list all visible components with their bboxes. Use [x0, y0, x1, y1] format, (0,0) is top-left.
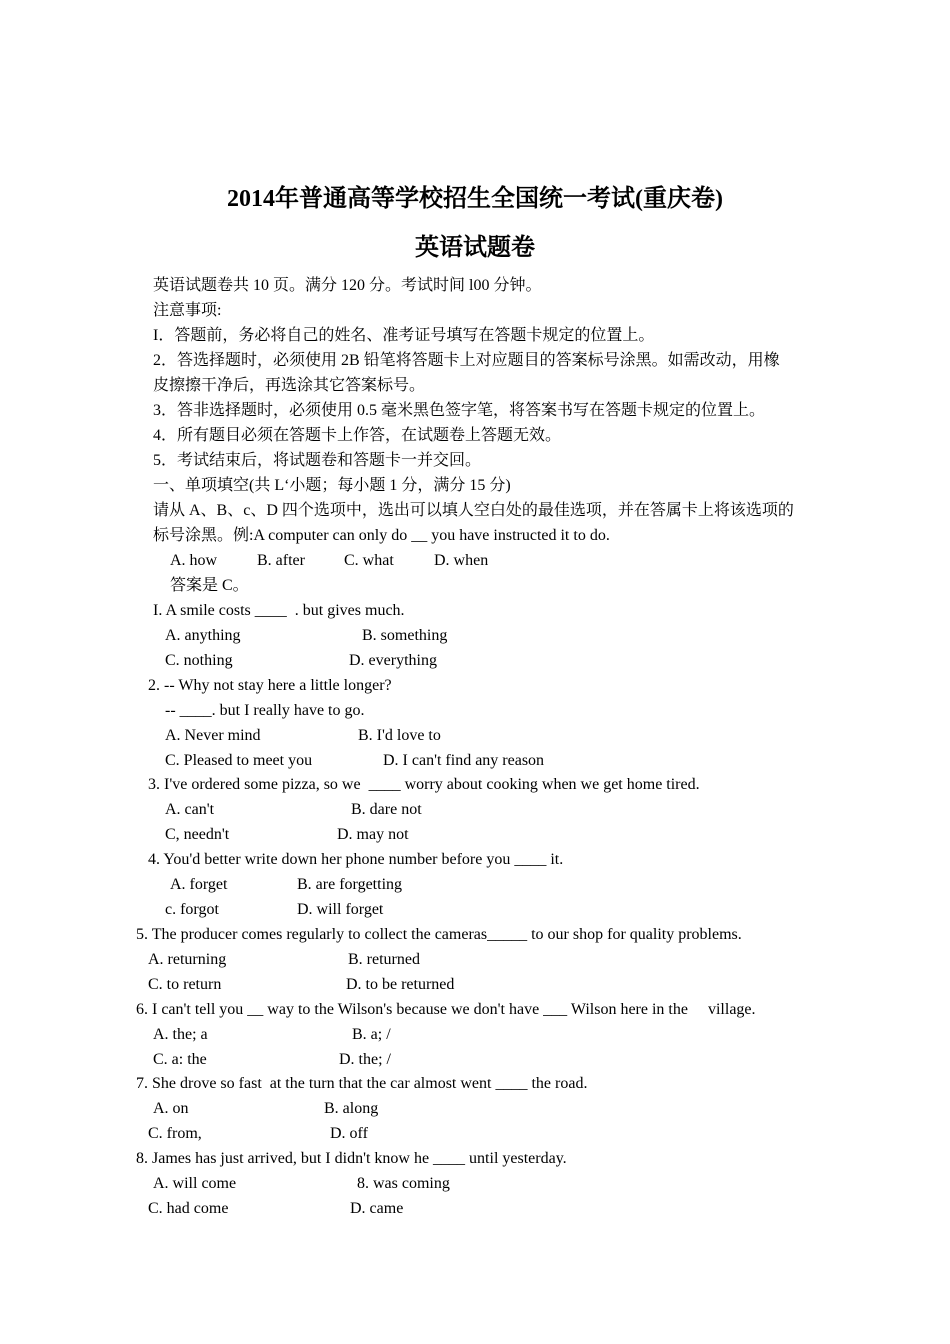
- intro-line-rule-2: 2．答选择题时，必须使用 2B 铅笔将答题卡上对应题目的答案标号涂黑。如需改动，用橡: [153, 352, 780, 369]
- question-stem: -- ____. but I really have to go.: [165, 702, 365, 719]
- question-option: B. dare not: [351, 801, 422, 818]
- question-stem: 8. James has just arrived, but I didn't know he ____ until yesterday.: [136, 1150, 567, 1167]
- question-option: A. on: [153, 1100, 189, 1117]
- intro-line-rule-5: 5．考试结束后，将试题卷和答题卡一并交回。: [153, 452, 482, 469]
- page-title: 2014年普通高等学校招生全国统一考试(重庆卷): [227, 186, 723, 212]
- question-option: A. forget: [170, 876, 228, 893]
- question-option: B. along: [324, 1100, 379, 1117]
- question-option: A. the; a: [153, 1026, 208, 1043]
- intro-line-rule-1: I．答题前，务必将自己的姓名、准考证号填写在答题卡规定的位置上。: [153, 327, 655, 344]
- question-option: D. will forget: [297, 901, 384, 918]
- question-option: C. from,: [148, 1125, 202, 1142]
- question-option: D. everything: [349, 652, 437, 669]
- question-stem: 5. The producer comes regularly to collect the cameras_____ to our shop for quality problems.: [136, 926, 742, 943]
- intro-line-total: 英语试题卷共 10 页。满分 120 分。考试时间 l00 分钟。: [153, 277, 542, 294]
- question-option: 8. was coming: [357, 1175, 450, 1192]
- question-option: D. off: [330, 1125, 368, 1142]
- intro-line-rule-2-cont: 皮擦擦干净后，再选涂其它答案标号。: [153, 377, 426, 394]
- question-option: A. returning: [148, 951, 227, 968]
- question-option: C. Pleased to meet you: [165, 752, 313, 769]
- intro-line-rule-3: 3．答非选择题时，必须使用 0.5 毫米黑色签字笔，将答案书写在答题卡规定的位置上。: [153, 402, 766, 419]
- question-option: B. returned: [348, 951, 420, 968]
- example-answer: 答案是 C。: [170, 577, 249, 594]
- question-option: A. anything: [165, 627, 241, 644]
- section-heading: 一、单项填空(共 L‘小题；每小题 1 分，满分 15 分): [153, 477, 511, 494]
- section-instruction-example: 标号涂黑。例:A computer can only do __ you have instructed it to do.: [153, 527, 610, 544]
- question-option: c. forgot: [165, 901, 219, 918]
- question-stem: 7. She drove so fast at the turn that the car almost went ____ the road.: [136, 1075, 588, 1092]
- example-option-b: B. after: [257, 552, 305, 569]
- question-stem: 3. I've ordered some pizza, so we ____ worry about cooking when we get home tired.: [148, 776, 700, 793]
- question-option: B. a; /: [352, 1026, 391, 1043]
- question-stem: 6. I can't tell you __ way to the Wilson's because we don't have ___ Wilson here in the village.: [136, 1001, 756, 1018]
- question-option: B. are forgetting: [297, 876, 403, 893]
- question-option: C, needn't: [165, 826, 230, 843]
- question-option: B. I'd love to: [358, 727, 441, 744]
- question-option: A. Never mind: [165, 727, 261, 744]
- question-option: A. will come: [153, 1175, 237, 1192]
- question-option: A. can't: [165, 801, 215, 818]
- question-option: C. to return: [148, 976, 222, 993]
- section-instruction: 请从 A、B、c、D 四个选项中，选出可以填人空白处的最佳选项，并在答属卡上将该选项的: [153, 502, 794, 519]
- question-stem: 4. You'd better write down her phone number before you ____ it.: [148, 851, 564, 868]
- question-option: D. to be returned: [346, 976, 455, 993]
- page-subtitle: 英语试题卷: [415, 235, 535, 261]
- intro-line-rule-4: 4．所有题目必须在答题卡上作答，在试题卷上答题无效。: [153, 427, 562, 444]
- example-option-d: D. when: [434, 552, 489, 569]
- question-stem: 2. -- Why not stay here a little longer?: [148, 677, 392, 694]
- intro-line-notice-heading: 注意事项:: [153, 302, 222, 319]
- example-option-a: A. how: [170, 552, 218, 569]
- question-option: B. something: [362, 627, 448, 644]
- example-option-c: C. what: [344, 552, 394, 569]
- question-option: C. a: the: [153, 1051, 207, 1068]
- question-option: D. came: [350, 1200, 404, 1217]
- question-option: D. may not: [337, 826, 409, 843]
- question-option: C. had come: [148, 1200, 229, 1217]
- question-option: D. the; /: [339, 1051, 391, 1068]
- question-option: D. I can't find any reason: [383, 752, 545, 769]
- question-option: C. nothing: [165, 652, 233, 669]
- question-stem: I. A smile costs ____ . but gives much.: [153, 602, 405, 619]
